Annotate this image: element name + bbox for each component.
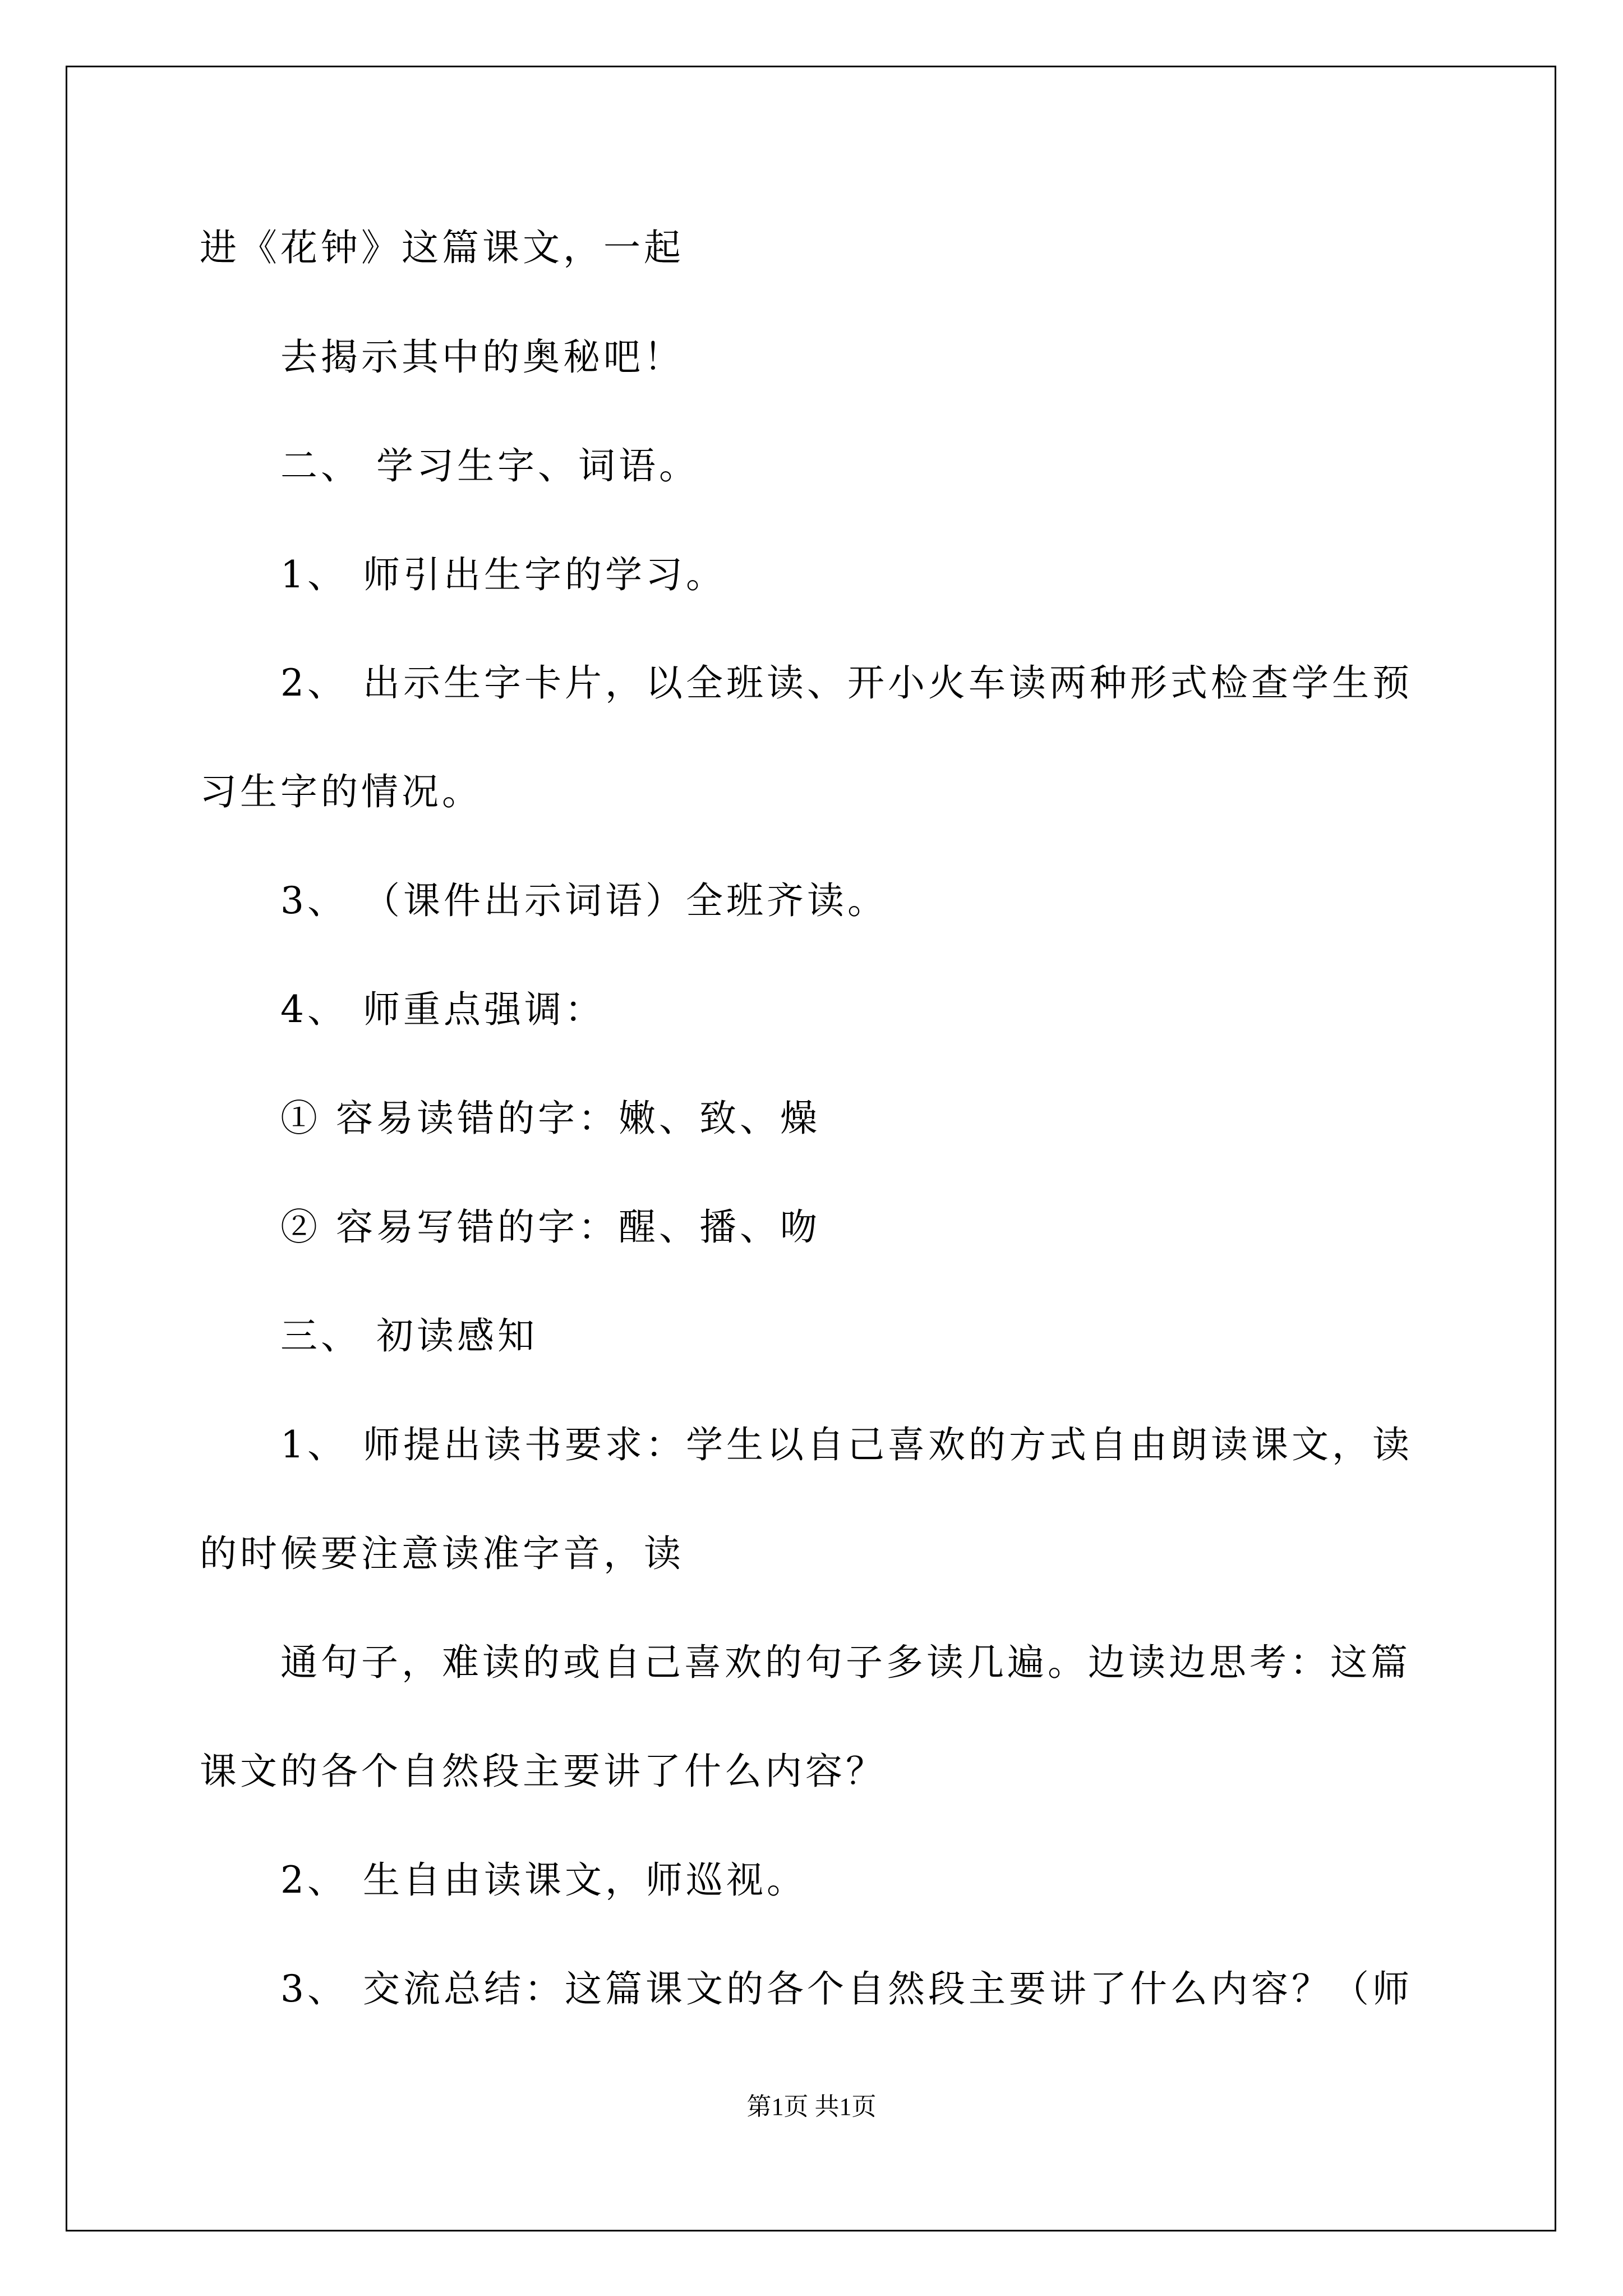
text-line: 去揭示其中的奥秘吧！ xyxy=(280,335,684,379)
text-line: ① 容易读错的字：嫩、致、燥 xyxy=(280,1097,820,1140)
text-line: 3、 （课件出示词语）全班齐读。 xyxy=(280,879,888,922)
text-line: 习生字的情况。 xyxy=(200,770,482,813)
text-line: ② 容易写错的字：醒、播、吻 xyxy=(280,1205,820,1249)
page-border xyxy=(66,66,1556,2231)
text-line: 进《花钟》这篇课文，一起 xyxy=(200,226,684,269)
text-line: 通句子，难读的或自己喜欢的句子多读几遍。边读边思考：这篇 xyxy=(280,1641,1411,1684)
section-heading: 二、 学习生字、词语。 xyxy=(280,444,699,487)
section-heading: 三、 初读感知 xyxy=(280,1314,538,1358)
page-number-footer: 第1页 共1页 xyxy=(746,2093,877,2120)
text-line: 2、 生自由读课文，师巡视。 xyxy=(280,1858,807,1902)
text-line: 3、 交流总结：这篇课文的各个自然段主要讲了什么内容？（师 xyxy=(280,1967,1413,2010)
text-line: 2、 出示生字卡片，以全班读、开小火车读两种形式检查学生预 xyxy=(280,661,1413,705)
text-line: 的时候要注意读准字音，读 xyxy=(200,1532,684,1575)
text-line: 课文的各个自然段主要讲了什么内容？ xyxy=(200,1750,886,1793)
text-line: 1、 师引出生字的学习。 xyxy=(280,553,726,596)
text-line: 1、 师提出读书要求：学生以自己喜欢的方式自由朗读课文，读 xyxy=(280,1423,1413,1466)
text-line: 4、 师重点强调： xyxy=(280,988,605,1031)
